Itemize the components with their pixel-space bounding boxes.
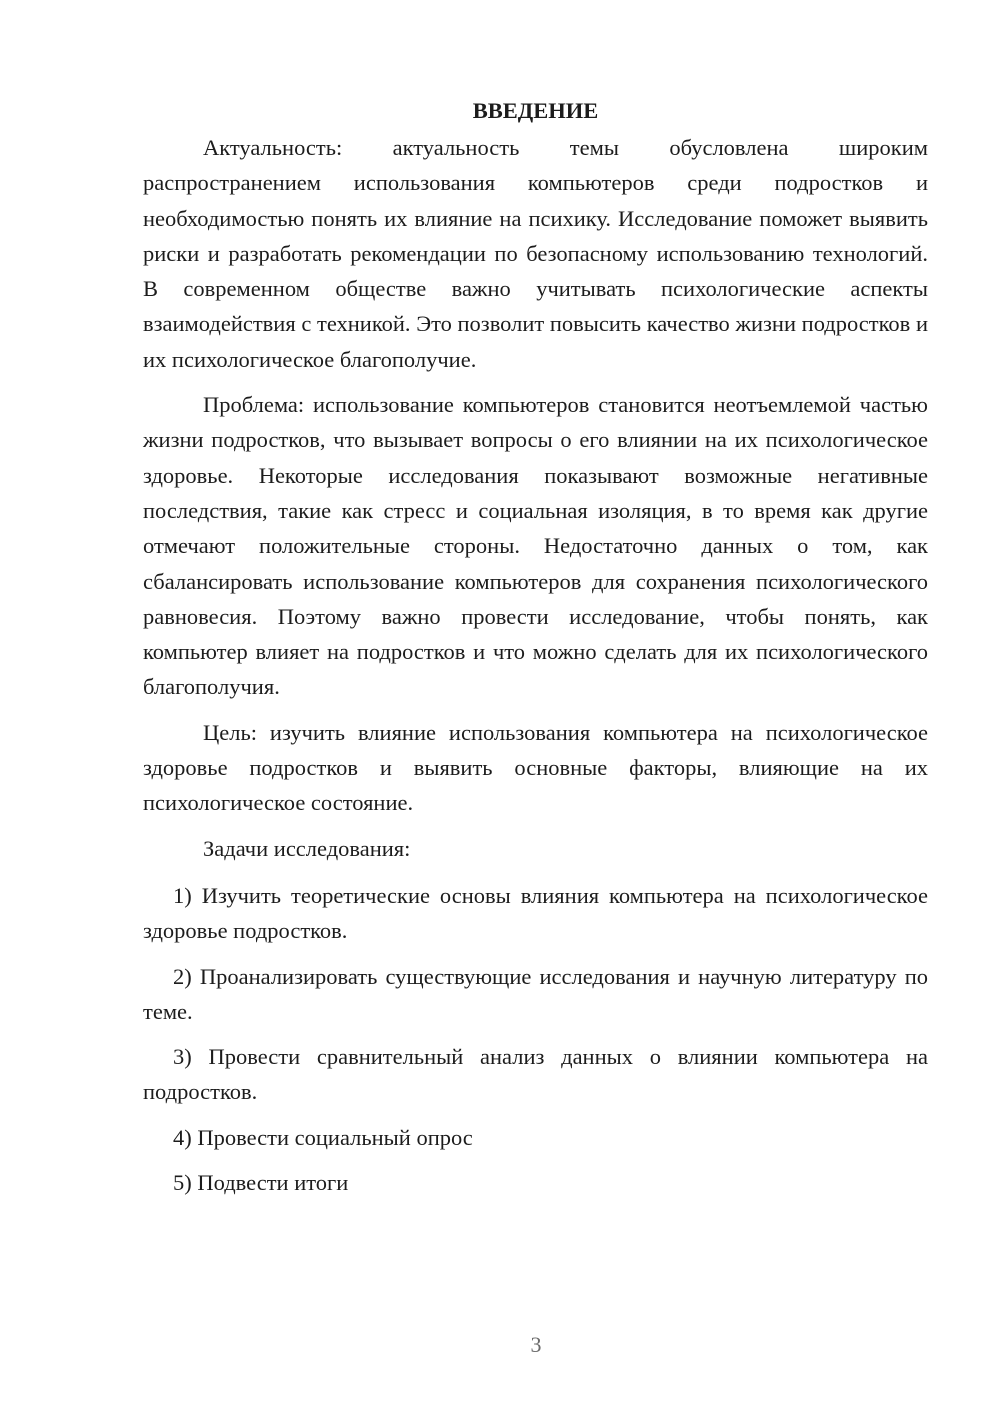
- task-item-1: 1) Изучить теоретические основы влияния компьютера на психологическое здоровье подростков.: [143, 882, 928, 944]
- task-item-3: 3) Провести сравнительный анализ данных о влиянии компьютера на подростков.: [143, 1044, 928, 1105]
- task-item-5: 5) Подвести итоги: [173, 1170, 349, 1196]
- tasks-list: [143, 878, 928, 1200]
- paragraph-goal: Цель: изучить влияние использования компьютера на психологическое здоровье подростков и выявить основные факторы, влияющие на их психологическое состояние.: [143, 719, 928, 816]
- section-heading: ВВЕДЕНИЕ: [472, 98, 599, 123]
- tasks-title: Задачи исследования:: [203, 835, 411, 861]
- paragraph-relevance: Актуальность: актуальность темы обусловлена широким распространением использования компьютеров среди подростков и необходимостью понять их влияние на психику. Исследование поможет выявить риски и разработать рекомендации по безопасному использованию технологий. В современном обществе важно учитывать психологические аспекты взаимодействия с техникой. Это позволит повысить качество жизни подростков и их психологическое благополучие.: [143, 135, 928, 372]
- paragraph-problem: Проблема: использование компьютеров становится неотъемлемой частью жизни подростков, что вызывает вопросы о его влиянии на их психологическое здоровье. Некоторые исследования показывают возможные негативные последствия, такие как стресс и социальная изоляция, в то время как другие отмечают положительные стороны. Недостаточно данных о том, как сбалансировать использование компьютеров для сохранения психологического равновесия. Поэтому важно провести исследование, чтобы понять, как компьютер влияет на подростков и что можно сделать для их психологического благополучия.: [143, 392, 928, 700]
- page-number: 3: [530, 1332, 542, 1357]
- task-item-4: 4) Провести социальный опрос: [173, 1124, 473, 1150]
- task-item-2: 2) Проанализировать существующие исследования и научную литературу по теме.: [143, 963, 928, 1024]
